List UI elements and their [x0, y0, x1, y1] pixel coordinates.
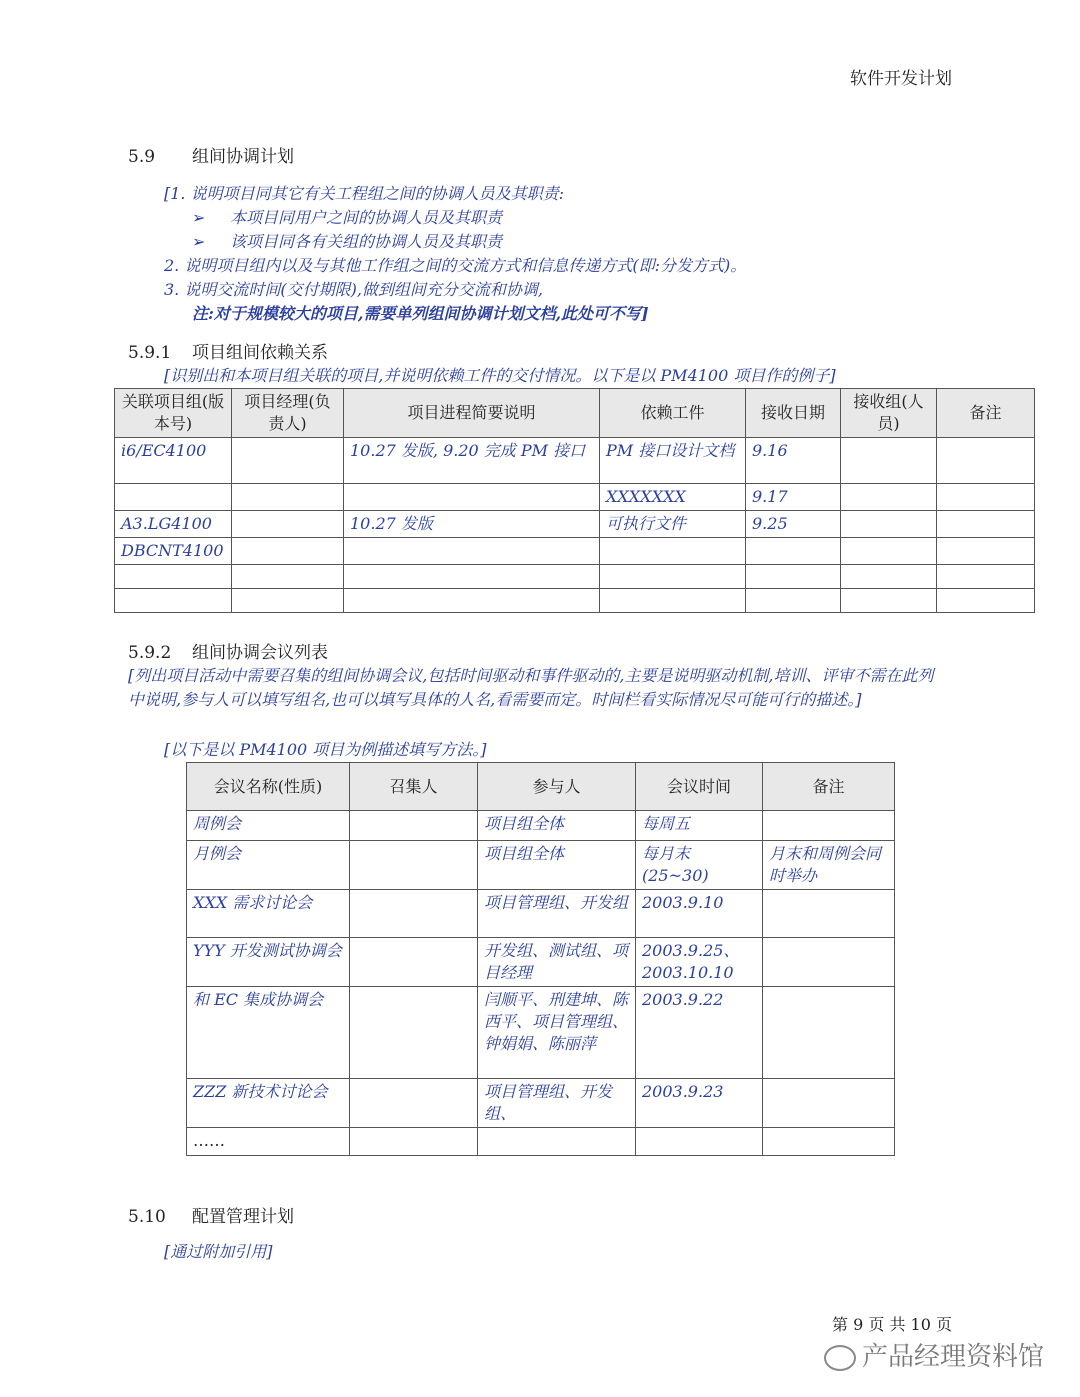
- table-cell: 每月末(25~30): [636, 841, 763, 890]
- section-number: 5.9.1: [128, 343, 172, 363]
- column-header: 接收组(人员): [841, 389, 937, 438]
- arrow-bullet-icon: ➢: [192, 232, 206, 251]
- note-remark: 注:对于规模较大的项目,需要单列组间协调计划文档,此处可不写]: [192, 304, 649, 323]
- table-cell: [937, 565, 1035, 589]
- section-number: 5.9: [128, 147, 156, 167]
- table-cell: [232, 511, 344, 538]
- dependency-table: [114, 388, 1035, 613]
- table-row: [187, 1128, 895, 1156]
- section-5-10-note: [通过附加引用]: [164, 1242, 273, 1261]
- table-cell: [115, 565, 232, 589]
- table-cell: 9.17: [746, 484, 841, 511]
- table-cell: ……: [187, 1128, 350, 1156]
- table-cell: [344, 538, 600, 565]
- table-cell: 每周五: [636, 811, 763, 841]
- table-row: [115, 484, 1035, 511]
- meeting-table: [186, 762, 895, 1156]
- section-number: 5.9.2: [128, 643, 172, 663]
- table-row: [187, 987, 895, 1079]
- note-line: 2. 说明项目组内以及与其他工作组之间的交流方式和信息传递方式(即:分发方式)。: [164, 256, 747, 275]
- section-title: 组间协调会议列表: [192, 643, 328, 663]
- table-cell: DBCNT4100: [115, 538, 232, 565]
- table-cell: 2003.9.10: [636, 890, 763, 938]
- column-header: 关联项目组(版本号): [115, 389, 232, 438]
- table-cell: [841, 538, 937, 565]
- column-header: 项目进程简要说明: [344, 389, 600, 438]
- table-cell: ZZZ 新技术讨论会: [187, 1079, 350, 1128]
- section-5-9-1-heading: [128, 338, 328, 363]
- section-5-9-2-note: [列出项目活动中需要召集的组间协调会议,包括时间驱动和事件驱动的,主要是说明驱动机制,培训、评审不需在此列中说明,参与人可以填写组名,也可以填写具体的人名,看需要而定。时间栏看实际情况尽可能可行的描述。]: [128, 666, 934, 709]
- section-5-9-2-heading: [128, 638, 328, 663]
- table-header-row: [187, 763, 895, 811]
- note-line: [1. 说明项目同其它有关工程组之间的协调人员及其职责:: [164, 184, 564, 203]
- table-cell: [350, 1079, 478, 1128]
- table-cell: [350, 987, 478, 1079]
- table-cell: 项目组全体: [478, 841, 636, 890]
- table-cell: [344, 589, 600, 613]
- table-cell: [350, 890, 478, 938]
- table-row: [115, 538, 1035, 565]
- section-5-9-2-example-note: [以下是以 PM4100 项目为例描述填写方法。]: [164, 740, 487, 759]
- page-footer: 第 9 页 共 10 页: [832, 1315, 952, 1334]
- table-cell: 闫顺平、刑建坤、陈西平、项目管理组、钟娟娟、陈丽萍: [478, 987, 636, 1079]
- table-row: [187, 890, 895, 938]
- table-cell: [763, 938, 895, 987]
- column-header: 备注: [763, 763, 895, 811]
- table-cell: [841, 484, 937, 511]
- section-number: 5.10: [128, 1207, 166, 1227]
- table-cell: 项目管理组、开发组: [478, 890, 636, 938]
- table-cell: [763, 1128, 895, 1156]
- table-header-row: [115, 389, 1035, 438]
- table-cell: i6/EC4100: [115, 438, 232, 484]
- table-cell: 10.27 发版, 9.20 完成 PM 接口: [344, 438, 600, 484]
- table-cell: [232, 484, 344, 511]
- table-cell: 9.16: [746, 438, 841, 484]
- section-title: 配置管理计划: [192, 1207, 294, 1227]
- table-cell: YYY 开发测试协调会: [187, 938, 350, 987]
- section-title: 组间协调计划: [192, 147, 294, 167]
- table-row: [115, 438, 1035, 484]
- table-cell: [937, 538, 1035, 565]
- column-header: 接收日期: [746, 389, 841, 438]
- table-cell: [115, 589, 232, 613]
- table-cell: 月末和周例会同时举办: [763, 841, 895, 890]
- section-5-9-note: [164, 182, 984, 326]
- table-cell: 2003.9.22: [636, 987, 763, 1079]
- table-cell: [763, 811, 895, 841]
- table-row: [115, 511, 1035, 538]
- table-cell: [763, 987, 895, 1079]
- column-header: 参与人: [478, 763, 636, 811]
- table-cell: PM 接口设计文档: [600, 438, 746, 484]
- table-cell: [746, 538, 841, 565]
- column-header: 会议名称(性质): [187, 763, 350, 811]
- table-cell: [232, 565, 344, 589]
- column-header: 项目经理(负责人): [232, 389, 344, 438]
- table-row: [187, 938, 895, 987]
- table-row: [187, 811, 895, 841]
- table-cell: [636, 1128, 763, 1156]
- table-cell: 9.25: [746, 511, 841, 538]
- table-cell: [600, 565, 746, 589]
- table-cell: [344, 565, 600, 589]
- table-cell: 周例会: [187, 811, 350, 841]
- table-cell: [232, 438, 344, 484]
- table-cell: [937, 484, 1035, 511]
- column-header: 备注: [937, 389, 1035, 438]
- note-line: 3. 说明交流时间(交付期限),做到组间充分交流和协调,: [164, 280, 544, 299]
- wechat-icon: [824, 1345, 856, 1371]
- table-cell: [841, 438, 937, 484]
- table-cell: 2003.9.25、2003.10.10: [636, 938, 763, 987]
- note-bullet: ➢ 该项目同各有关组的协调人员及其职责: [164, 230, 984, 254]
- table-cell: [600, 538, 746, 565]
- table-cell: [350, 811, 478, 841]
- table-cell: [350, 938, 478, 987]
- table-cell: [841, 565, 937, 589]
- column-header: 依赖工件: [600, 389, 746, 438]
- section-5-9-1-note: [识别出和本项目组关联的项目,并说明依赖工件的交付情况。以下是以 PM4100 项目作的例子]: [164, 366, 836, 385]
- column-header: 会议时间: [636, 763, 763, 811]
- table-cell: [344, 484, 600, 511]
- table-cell: 和 EC 集成协调会: [187, 987, 350, 1079]
- table-cell: 月例会: [187, 841, 350, 890]
- table-cell: [937, 438, 1035, 484]
- table-cell: [763, 890, 895, 938]
- table-cell: [763, 1079, 895, 1128]
- table-cell: [232, 538, 344, 565]
- note-bullet: ➢ 本项目同用户之间的协调人员及其职责: [164, 206, 984, 230]
- table-cell: [232, 589, 344, 613]
- page-header: 软件开发计划: [850, 69, 952, 89]
- table-row: [115, 565, 1035, 589]
- table-cell: A3.LG4100: [115, 511, 232, 538]
- watermark: [824, 1336, 1044, 1373]
- table-cell: [937, 589, 1035, 613]
- table-cell: [115, 484, 232, 511]
- table-cell: 10.27 发版: [344, 511, 600, 538]
- table-cell: [746, 589, 841, 613]
- section-5-9-heading: [128, 142, 294, 167]
- section-5-10-heading: [128, 1202, 294, 1227]
- table-cell: [841, 589, 937, 613]
- table-cell: 项目管理组、开发组、: [478, 1079, 636, 1128]
- table-cell: XXX 需求讨论会: [187, 890, 350, 938]
- table-cell: [841, 511, 937, 538]
- table-row: [187, 1079, 895, 1128]
- table-cell: 开发组、测试组、项目经理: [478, 938, 636, 987]
- table-row: [187, 841, 895, 890]
- arrow-bullet-icon: ➢: [192, 208, 206, 227]
- table-cell: 项目组全体: [478, 811, 636, 841]
- table-cell: [600, 589, 746, 613]
- table-cell: [350, 1128, 478, 1156]
- table-cell: 2003.9.23: [636, 1079, 763, 1128]
- watermark-text: 产品经理资料馆: [861, 1342, 1044, 1372]
- table-cell: [937, 511, 1035, 538]
- table-cell: [478, 1128, 636, 1156]
- section-title: 项目组间依赖关系: [192, 343, 328, 363]
- table-cell: [746, 565, 841, 589]
- column-header: 召集人: [350, 763, 478, 811]
- table-cell: [350, 841, 478, 890]
- table-row: [115, 589, 1035, 613]
- table-cell: XXXXXXX: [600, 484, 746, 511]
- table-cell: 可执行文件: [600, 511, 746, 538]
